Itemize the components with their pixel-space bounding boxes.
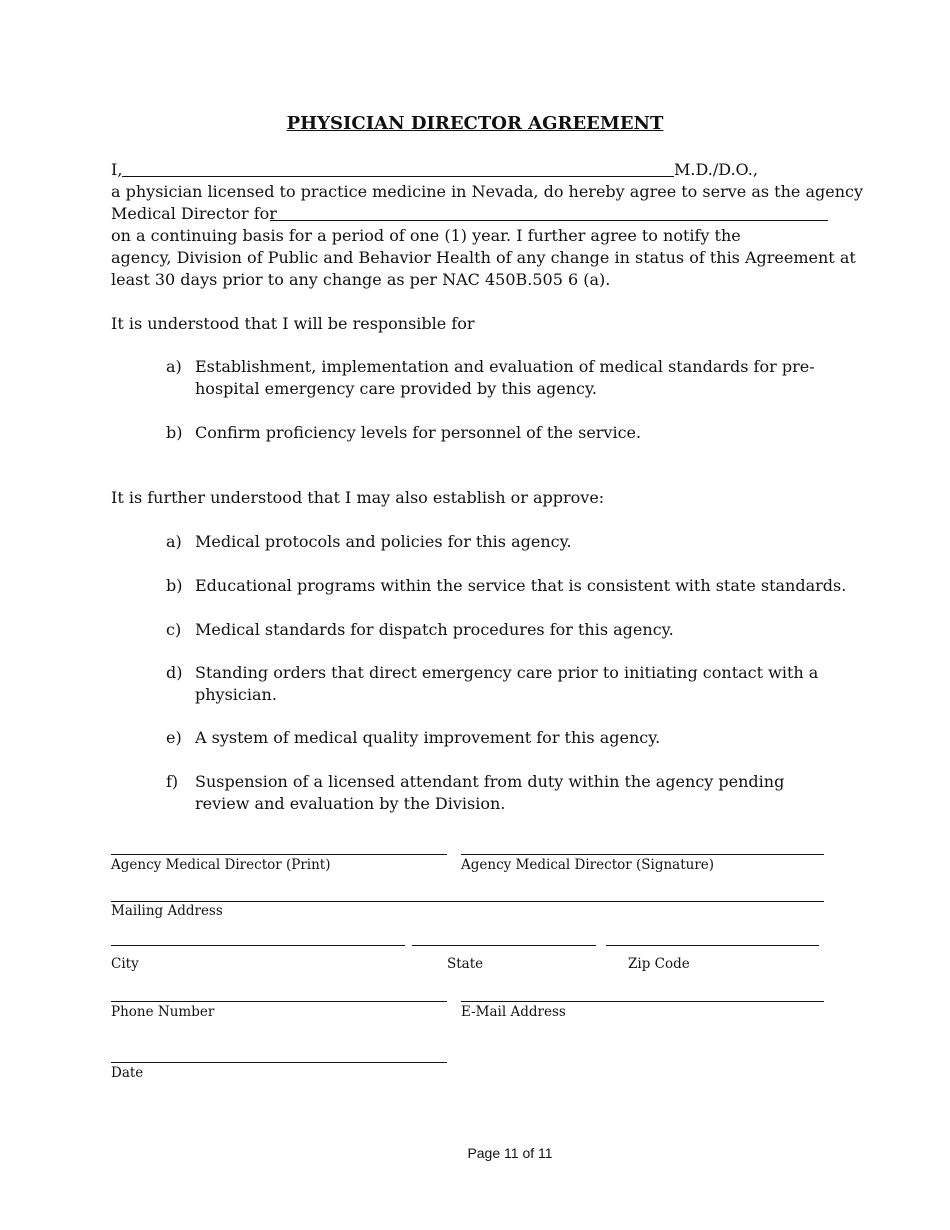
list-item-text: review and evaluation by the Division. — [195, 794, 506, 813]
list-item-text: Medical protocols and policies for this agency. — [195, 532, 572, 551]
state-field[interactable] — [412, 945, 596, 946]
list-item-text: hospital emergency care provided by this agency. — [195, 379, 597, 398]
list-marker: b) — [166, 576, 183, 595]
intro-md-suffix: M.D./D.O., — [674, 160, 758, 179]
zip-field[interactable] — [606, 945, 819, 946]
list-item-text: physician. — [195, 685, 277, 704]
mailing-address-label: Mailing Address — [111, 903, 223, 919]
intro-line-5: agency, Division of Public and Behavior Health of any change in status of this Agreement at — [111, 248, 856, 267]
director-signature-label: Agency Medical Director (Signature) — [461, 857, 715, 873]
phone-label: Phone Number — [111, 1004, 215, 1020]
document-title: PHYSICIAN DIRECTOR AGREEMENT — [286, 113, 664, 134]
responsible-heading: It is understood that I will be responsible for — [111, 314, 475, 333]
city-label: City — [111, 956, 139, 972]
list-item-text: Standing orders that direct emergency care prior to initiating contact with a — [195, 663, 819, 682]
state-label: State — [447, 956, 484, 972]
intro-i-prefix: I, — [111, 160, 123, 179]
date-label: Date — [111, 1065, 144, 1081]
further-heading: It is further understood that I may also establish or approve: — [111, 488, 605, 507]
email-field[interactable] — [461, 1001, 824, 1002]
list-marker: a) — [166, 532, 182, 551]
list-item-text: Confirm proficiency levels for personnel of the service. — [195, 423, 642, 442]
intro-line-4: on a continuing basis for a period of one (1) year. I further agree to notify the — [111, 226, 741, 245]
city-field[interactable] — [111, 945, 405, 946]
intro-line-2: a physician licensed to practice medicine in Nevada, do hereby agree to serve as the agency — [111, 182, 863, 201]
date-field[interactable] — [111, 1062, 447, 1063]
zip-label: Zip Code — [628, 956, 690, 972]
intro-line-6: least 30 days prior to any change as per NAC 450B.505 6 (a). — [111, 270, 611, 289]
list-item-text: A system of medical quality improvement for this agency. — [195, 728, 661, 747]
physician-name-field[interactable] — [122, 176, 674, 177]
list-item-text: Establishment, implementation and evaluation of medical standards for pre- — [195, 357, 815, 376]
intro-medical-director-for: Medical Director for — [111, 204, 277, 223]
email-label: E-Mail Address — [461, 1004, 566, 1020]
mailing-address-field[interactable] — [111, 901, 824, 902]
director-print-label: Agency Medical Director (Print) — [111, 857, 331, 873]
list-marker: d) — [166, 663, 183, 682]
list-marker: c) — [166, 620, 182, 639]
director-signature-field[interactable] — [461, 854, 824, 855]
agency-name-field[interactable] — [270, 220, 828, 221]
list-marker: f) — [166, 772, 179, 791]
director-print-field[interactable] — [111, 854, 447, 855]
list-item-text: Medical standards for dispatch procedures for this agency. — [195, 620, 674, 639]
list-marker: b) — [166, 423, 183, 442]
list-marker: e) — [166, 728, 182, 747]
list-item-text: Educational programs within the service that is consistent with state standards. — [195, 576, 847, 595]
phone-field[interactable] — [111, 1001, 447, 1002]
list-marker: a) — [166, 357, 182, 376]
list-item-text: Suspension of a licensed attendant from duty within the agency pending — [195, 772, 785, 791]
page-number: Page 11 of 11 — [467, 1145, 553, 1161]
